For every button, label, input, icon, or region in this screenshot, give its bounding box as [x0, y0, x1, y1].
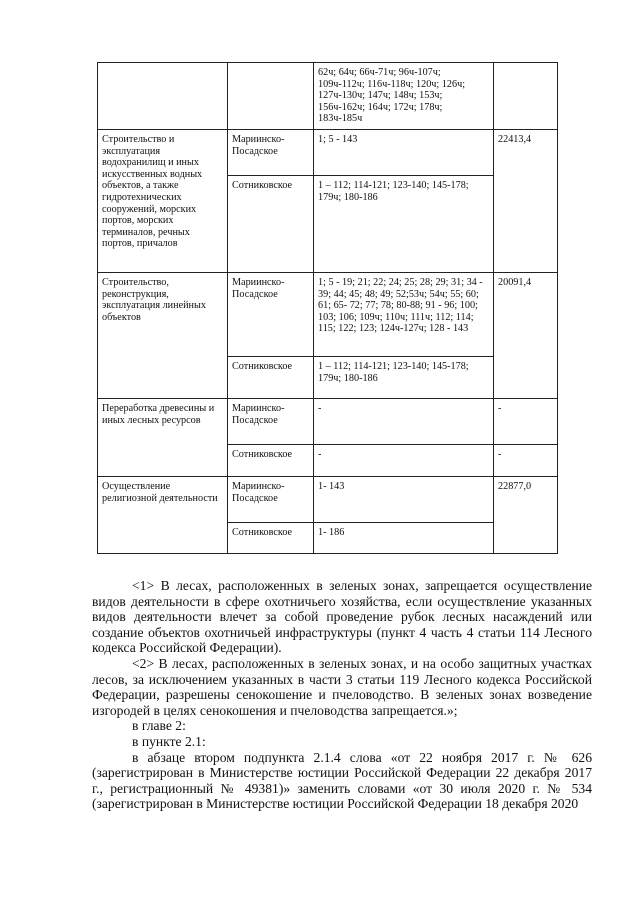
table-row	[98, 130, 558, 176]
blocks-cell: 1; 5 - 19; 21; 22; 24; 25; 28; 29; 31; 34 - 39; 44; 45; 48; 49; 52;53ч; 54ч; 55; 60; 61; 65- 72; 77; 78; 80-88; 91 - 96; 100; 103; 106; 109ч; 110ч; 111ч; 112; 114; 115; 122; 123; 124ч-127ч; 128 - 143	[314, 273, 494, 357]
region-cell: Сотниковское	[228, 523, 314, 554]
activity-cell: Осуществление религиозной деятельности	[98, 477, 228, 554]
area-cell: -	[494, 445, 558, 477]
region-cell	[228, 63, 314, 130]
area-cell: 22877,0	[494, 477, 558, 554]
region-cell: Мариинско-Посадское	[228, 130, 314, 176]
table-row	[98, 63, 558, 130]
footnote-1: <1> В лесах, расположенных в зеленых зонах, запрещается осуществление видов деятельности в сфере охотничьего хозяйства, если осуществление указанных видов деятельности влечет за собой проведение рубок лесных насаждений или создание объектов охотничьей инфраструктуры (пункт 4 часть 4 статьи 114 Лесного кодекса Российской Федерации).	[92, 578, 592, 656]
paragraph: в главе 2:	[132, 718, 186, 734]
blocks-cell: 1 – 112; 114-121; 123-140; 145-178; 179ч; 180-186	[314, 357, 494, 399]
table-row	[98, 477, 558, 523]
paragraph: в пункте 2.1:	[132, 733, 206, 749]
region-cell: Сотниковское	[228, 445, 314, 477]
activity-cell: Переработка древесины и иных лесных ресурсов	[98, 399, 228, 477]
area-cell: 22413,4	[494, 130, 558, 273]
region-cell: Мариинско-Посадское	[228, 399, 314, 445]
table-row	[98, 399, 558, 445]
document-text	[92, 578, 592, 812]
blocks-cell: 1; 5 - 143	[314, 130, 494, 176]
region-cell: Мариинско-Посадское	[228, 477, 314, 523]
area-cell: 20091,4	[494, 273, 558, 399]
activity-cell: Строительство, реконструкция, эксплуатация линейных объектов	[98, 273, 228, 399]
blocks-cell: 1- 143	[314, 477, 494, 523]
activity-cell: Строительство и эксплуатация водохранилищ и иных искусственных водных объектов, а также гидротехнических сооружений, морских портов, морских терминалов, речных портов, причалов	[98, 130, 228, 273]
blocks-cell: -	[314, 399, 494, 445]
blocks-cell: 1- 186	[314, 523, 494, 554]
table-row	[98, 273, 558, 357]
blocks-cell: -	[314, 445, 494, 477]
blocks-cell: 1 – 112; 114-121; 123-140; 145-178; 179ч; 180-186	[314, 176, 494, 273]
area-cell	[494, 63, 558, 130]
activity-cell	[98, 63, 228, 130]
footnote-2: <2> В лесах, расположенных в зеленых зонах, и на особо защитных участках лесов, за исключением указанных в части 3 статьи 119 Лесного кодекса Российской Федерации, разрешены сенокошение и пчеловодство. В зеленых зонах возведение изгородей в целях сенокошения и пчеловодства запрещается.»;	[92, 655, 592, 718]
region-cell: Сотниковское	[228, 176, 314, 273]
paragraph: в абзаце втором подпункта 2.1.4 слова «от 22 ноября 2017 г. № 626 (зарегистрирован в Министерстве юстиции Российской Федерации 22 декабря 2017 г., регистрационный № 49381)» заменить словами «от 30 июля 2020 г. № 534 (зарегистрирован в Министерстве юстиции Российской Федерации 18 декабря 2020	[92, 749, 592, 812]
blocks-cell: 62ч; 64ч; 66ч-71ч; 96ч-107ч; 109ч-112ч; 116ч-118ч; 120ч; 126ч; 127ч-130ч; 147ч; 148ч; 153ч; 156ч-162ч; 164ч; 172ч; 178ч; 183ч-185ч	[314, 63, 494, 130]
activity-table	[97, 62, 558, 554]
area-cell: -	[494, 399, 558, 445]
region-cell: Сотниковское	[228, 357, 314, 399]
region-cell: Мариинско-Посадское	[228, 273, 314, 357]
